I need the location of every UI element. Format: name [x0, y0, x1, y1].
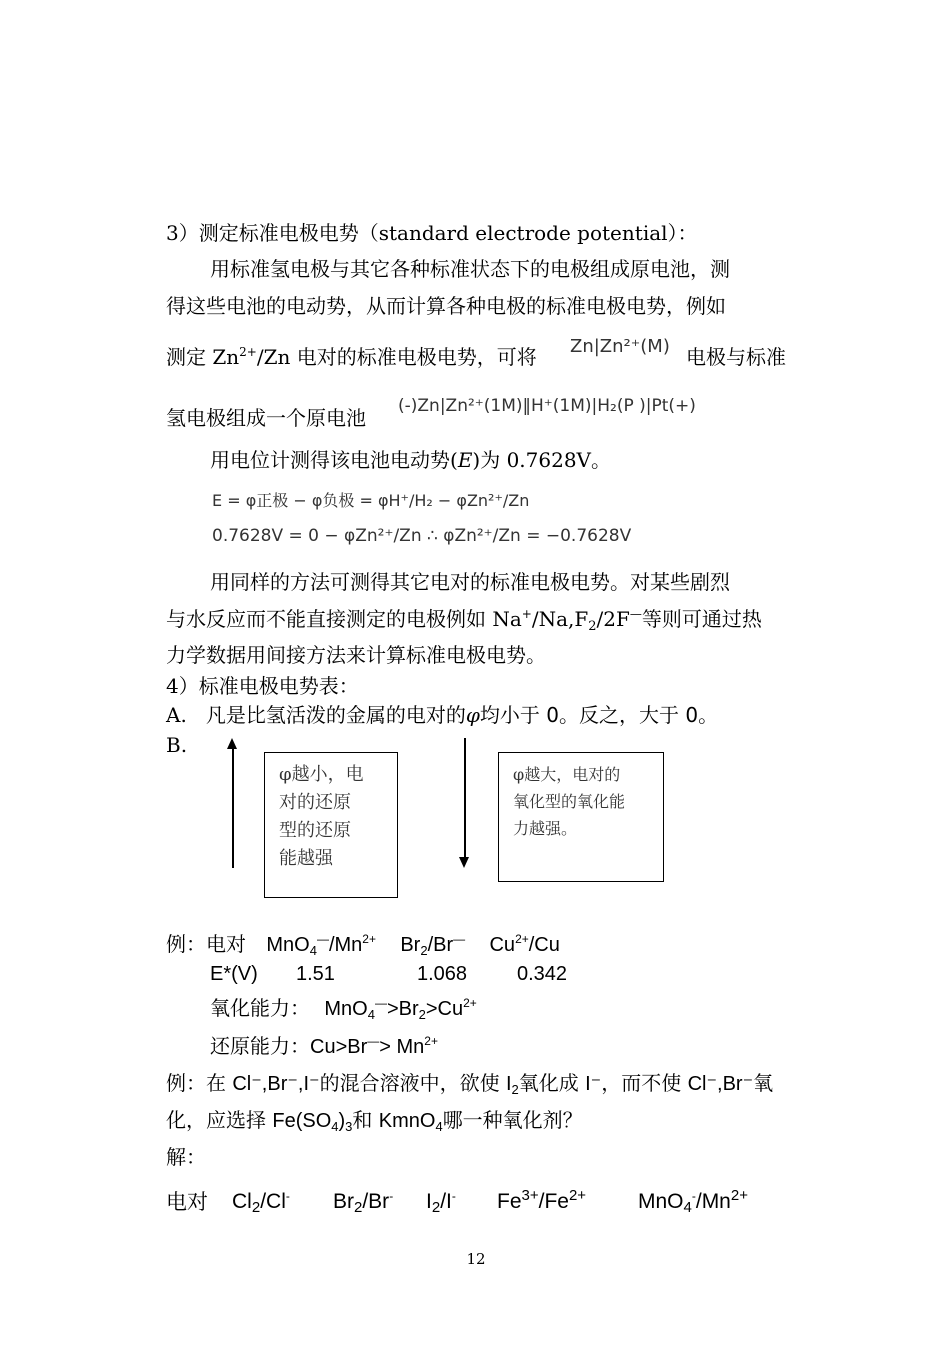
paragraph-line: 与水反应而不能直接测定的电极例如 $Na^+/Na,F_2/2F^—$等则可通过热: [166, 607, 762, 634]
paragraph-line: 用标准氢电极与其它各种标准状态下的电极组成原电池，测: [210, 257, 730, 281]
cell-notation-formula-image: (-)Zn|Zn²⁺(1M)‖H⁺(1M)|H₂(P )|Pt(+): [398, 396, 696, 416]
potential-equation-image: 0.7628V = 0 − φZn²⁺/Zn ∴ φZn²⁺/Zn = −0.7628V: [212, 526, 632, 546]
box-smaller-potential: φ越小，电 对的还原 型的还原 能越强: [264, 752, 398, 898]
paragraph-line: 氢电极组成一个原电池: [166, 406, 366, 430]
section-4-heading: 4）标准电极电势表：: [166, 674, 359, 698]
example-1-values: E*(V) 1.51 1.068 0.342: [210, 963, 568, 985]
reducing-order: 还原能力：$Cu>Br^—> Mn^{2+}$: [210, 1034, 438, 1058]
paragraph-line: 得这些电池的电动势，从而计算各种电极的标准电极电势，例如: [166, 294, 726, 318]
example-2-pairs: 电对 $Cl_2/Cl^-$ $Br_2/Br^-$ $I_2/I^-$ $Fe^{3+}/Fe^{2+}$ $MnO_4^-/Mn^{2+}$: [166, 1187, 748, 1216]
up-arrow-shaft: [232, 748, 234, 868]
emf-equation-image: E = φ正极 − φ负极 = φH⁺/H₂ − φZn²⁺/Zn: [212, 491, 530, 510]
solution-label: 解：: [166, 1145, 206, 1169]
section-3-heading: 3）测定标准电极电势（standard electrode potential）：: [166, 221, 698, 245]
paragraph-line: 电极与标准: [686, 345, 786, 369]
down-arrow-head-icon: [459, 857, 469, 868]
box-larger-potential: φ越大，电对的 氧化型的氧化能 力越强。: [498, 752, 664, 882]
example-1-pairs: 例：电对 $MnO_4^—/Mn^{2+}$ $Br_2/Br^—$ $Cu^{2+}/Cu$: [166, 932, 560, 958]
example-2-line-2: 化，应选择 $Fe(SO_4)_3$和 KmnO$_4$哪一种氧化剂？: [166, 1108, 583, 1134]
item-a: A. 凡是比氢活泼的金属的电对的φ均小于 0。反之，大于 0。: [166, 703, 719, 727]
example-2-line-1: 例：在 Cl⁻,Br⁻,I⁻的混合溶液中，欲使 $I_2$氧化成 I⁻，而不使 Cl⁻,Br⁻氧: [166, 1071, 774, 1097]
oxidizing-order: 氧化能力： $MnO_4^—>Br_2>Cu^{2+}$: [210, 996, 477, 1022]
item-b-label: B.: [166, 733, 188, 757]
paragraph-line: 用同样的方法可测得其它电对的标准电极电势。对某些剧烈: [210, 570, 730, 594]
zn-electrode-formula-image: Zn|Zn²⁺(M): [570, 336, 670, 357]
paragraph-line: 测定 $Zn^{2+}/Zn$ 电对的标准电极电势，可将: [166, 345, 537, 369]
paragraph-line: 用电位计测得该电池电动势(E)为 0.7628V。: [210, 448, 612, 472]
paragraph-line: 力学数据用间接方法来计算标准电极电势。: [166, 643, 546, 667]
page-number: 12: [466, 1250, 486, 1268]
down-arrow-shaft: [464, 738, 466, 858]
